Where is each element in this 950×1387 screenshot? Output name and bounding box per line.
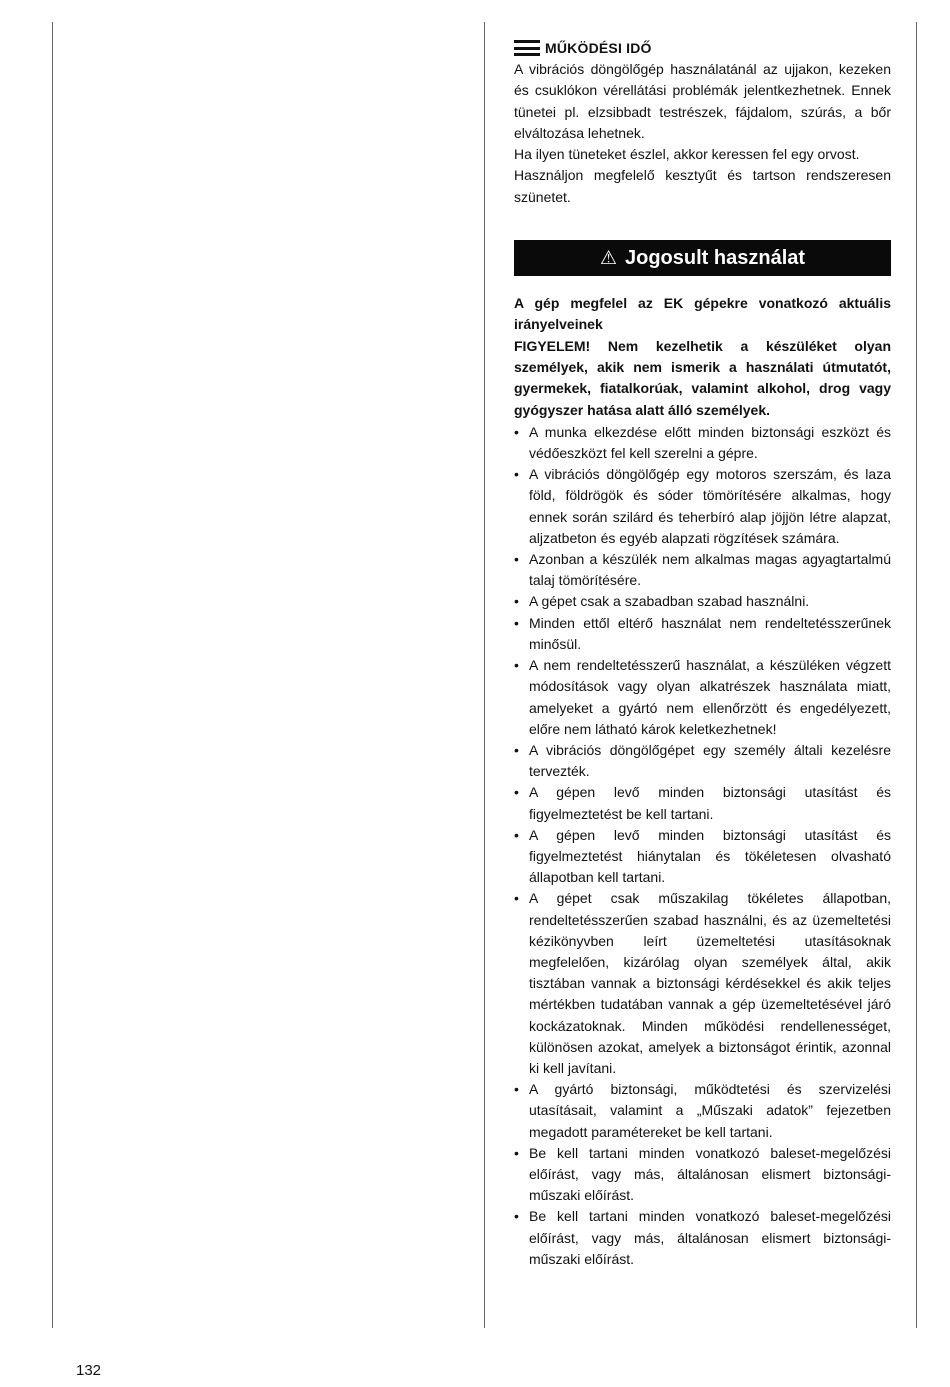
warning-text: FIGYELEM! Nem kezelhetik a készüléket olyan személyek, akik nem ismerik a használati útmutatót, gyermekek, fiatalkorúak, valamint alkohol, drog vagy gyógyszer hatása alatt álló személyek. (514, 337, 891, 418)
column-divider-rule (484, 22, 485, 1328)
section-title: Jogosult használat (625, 246, 806, 269)
note-paragraph: Használjon megfelelő kesztyűt és tartson rendszeresen szünetet. (514, 167, 891, 205)
list-item: • A gépet csak műszakilag tökéletes állapotban, rendeltetésszerűen szabad használni, és az üzemeltetési kézikönyvben leírt üzemeltetési utasításoknak megfelelően, kizárólag olyan személyek által, akik tisztában vannak a biztonsági kérdésekkel és akik teljes mértékben tudatában vannak a gép üzemeltetésével járó kockázatoknak. Minden működési rendellenességet, különösen azokat, amelyek a biztonságot érintik, azonnal ki kell javítani. (514, 888, 891, 1079)
list-item: • A gépet csak a szabadban szabad használni. (514, 591, 891, 612)
left-margin-rule (52, 22, 53, 1328)
list-item: • A vibrációs döngölőgépet egy személy általi kezelésre tervezték. (514, 740, 891, 782)
note-title: MŰKÖDÉSI IDŐ (545, 40, 652, 56)
list-item: • A vibrációs döngölőgép egy motoros szerszám, és laza föld, földrögök és sóder tömörítésére alkalmas, hogy ennek során szilárd és teherbíró alap jöjjön létre alapzat, aljzatbeton és egyéb alapzati rögzítések számára. (514, 464, 891, 549)
warning-triangle-icon: ⚠ (599, 247, 617, 269)
right-column (514, 37, 891, 1270)
list-item: • Minden ettől eltérő használat nem rendeltetésszerűnek minősül. (514, 613, 891, 655)
list-item: • A nem rendeltetésszerű használat, a készüléken végzett módosítások vagy olyan alkatrészek használata miatt, amelyeket a gyártó nem ellenőrzött és engedélyezett, előre nem látható károk keletkezhetnek! (514, 655, 891, 740)
list-item: • A munka elkezdése előtt minden biztonsági eszközt és védőeszközt fel kell szerelni a gépre. (514, 422, 891, 464)
note-header (514, 37, 891, 59)
list-item: • Be kell tartani minden vonatkozó baleset-megelőzési előírást, vagy más, általánosan elismert biztonsági-műszaki előírást. (514, 1143, 891, 1207)
list-item: • A gépen levő minden biztonsági utasítást és figyelmeztetést be kell tartani. (514, 782, 891, 824)
note-paragraph: A vibrációs döngölőgép használatánál az ujjakon, kezeken és csuklókon vérellátási problémák jelentkezhetnek. Ennek tünetei pl. elzsibbadt testrészek, fájdalom, szúrás, a bőr elváltozása lehetnek. (514, 61, 891, 141)
usage-rules-list (514, 422, 891, 1270)
intro-heading: A gép megfelel az EK gépekre vonatkozó aktuális irányelveinek (514, 295, 891, 333)
note-lines-icon (514, 40, 540, 56)
page-number: 132 (76, 1362, 102, 1379)
list-item: • A gyártó biztonsági, működtetési és szervizelési utasításait, valamint a „Műszaki adatok” fejezetben megadott paramétereket be kell tartani. (514, 1079, 891, 1143)
note-paragraph: Ha ilyen tüneteket észlel, akkor keressen fel egy orvost. (514, 146, 860, 163)
list-item: • A gépen levő minden biztonsági utasítást és figyelmeztetést hiánytalan és tökéletesen olvasható állapotban kell tartani. (514, 825, 891, 889)
operating-time-note (514, 37, 891, 208)
section-intro (514, 293, 891, 421)
section-banner (514, 240, 891, 276)
list-item: • Azonban a készülék nem alkalmas magas agyagtartalmú talaj tömörítésére. (514, 549, 891, 591)
list-item: • Be kell tartani minden vonatkozó baleset-megelőzési előírást, vagy más, általánosan elismert biztonsági-műszaki előírást. (514, 1206, 891, 1270)
right-margin-rule (916, 22, 917, 1328)
